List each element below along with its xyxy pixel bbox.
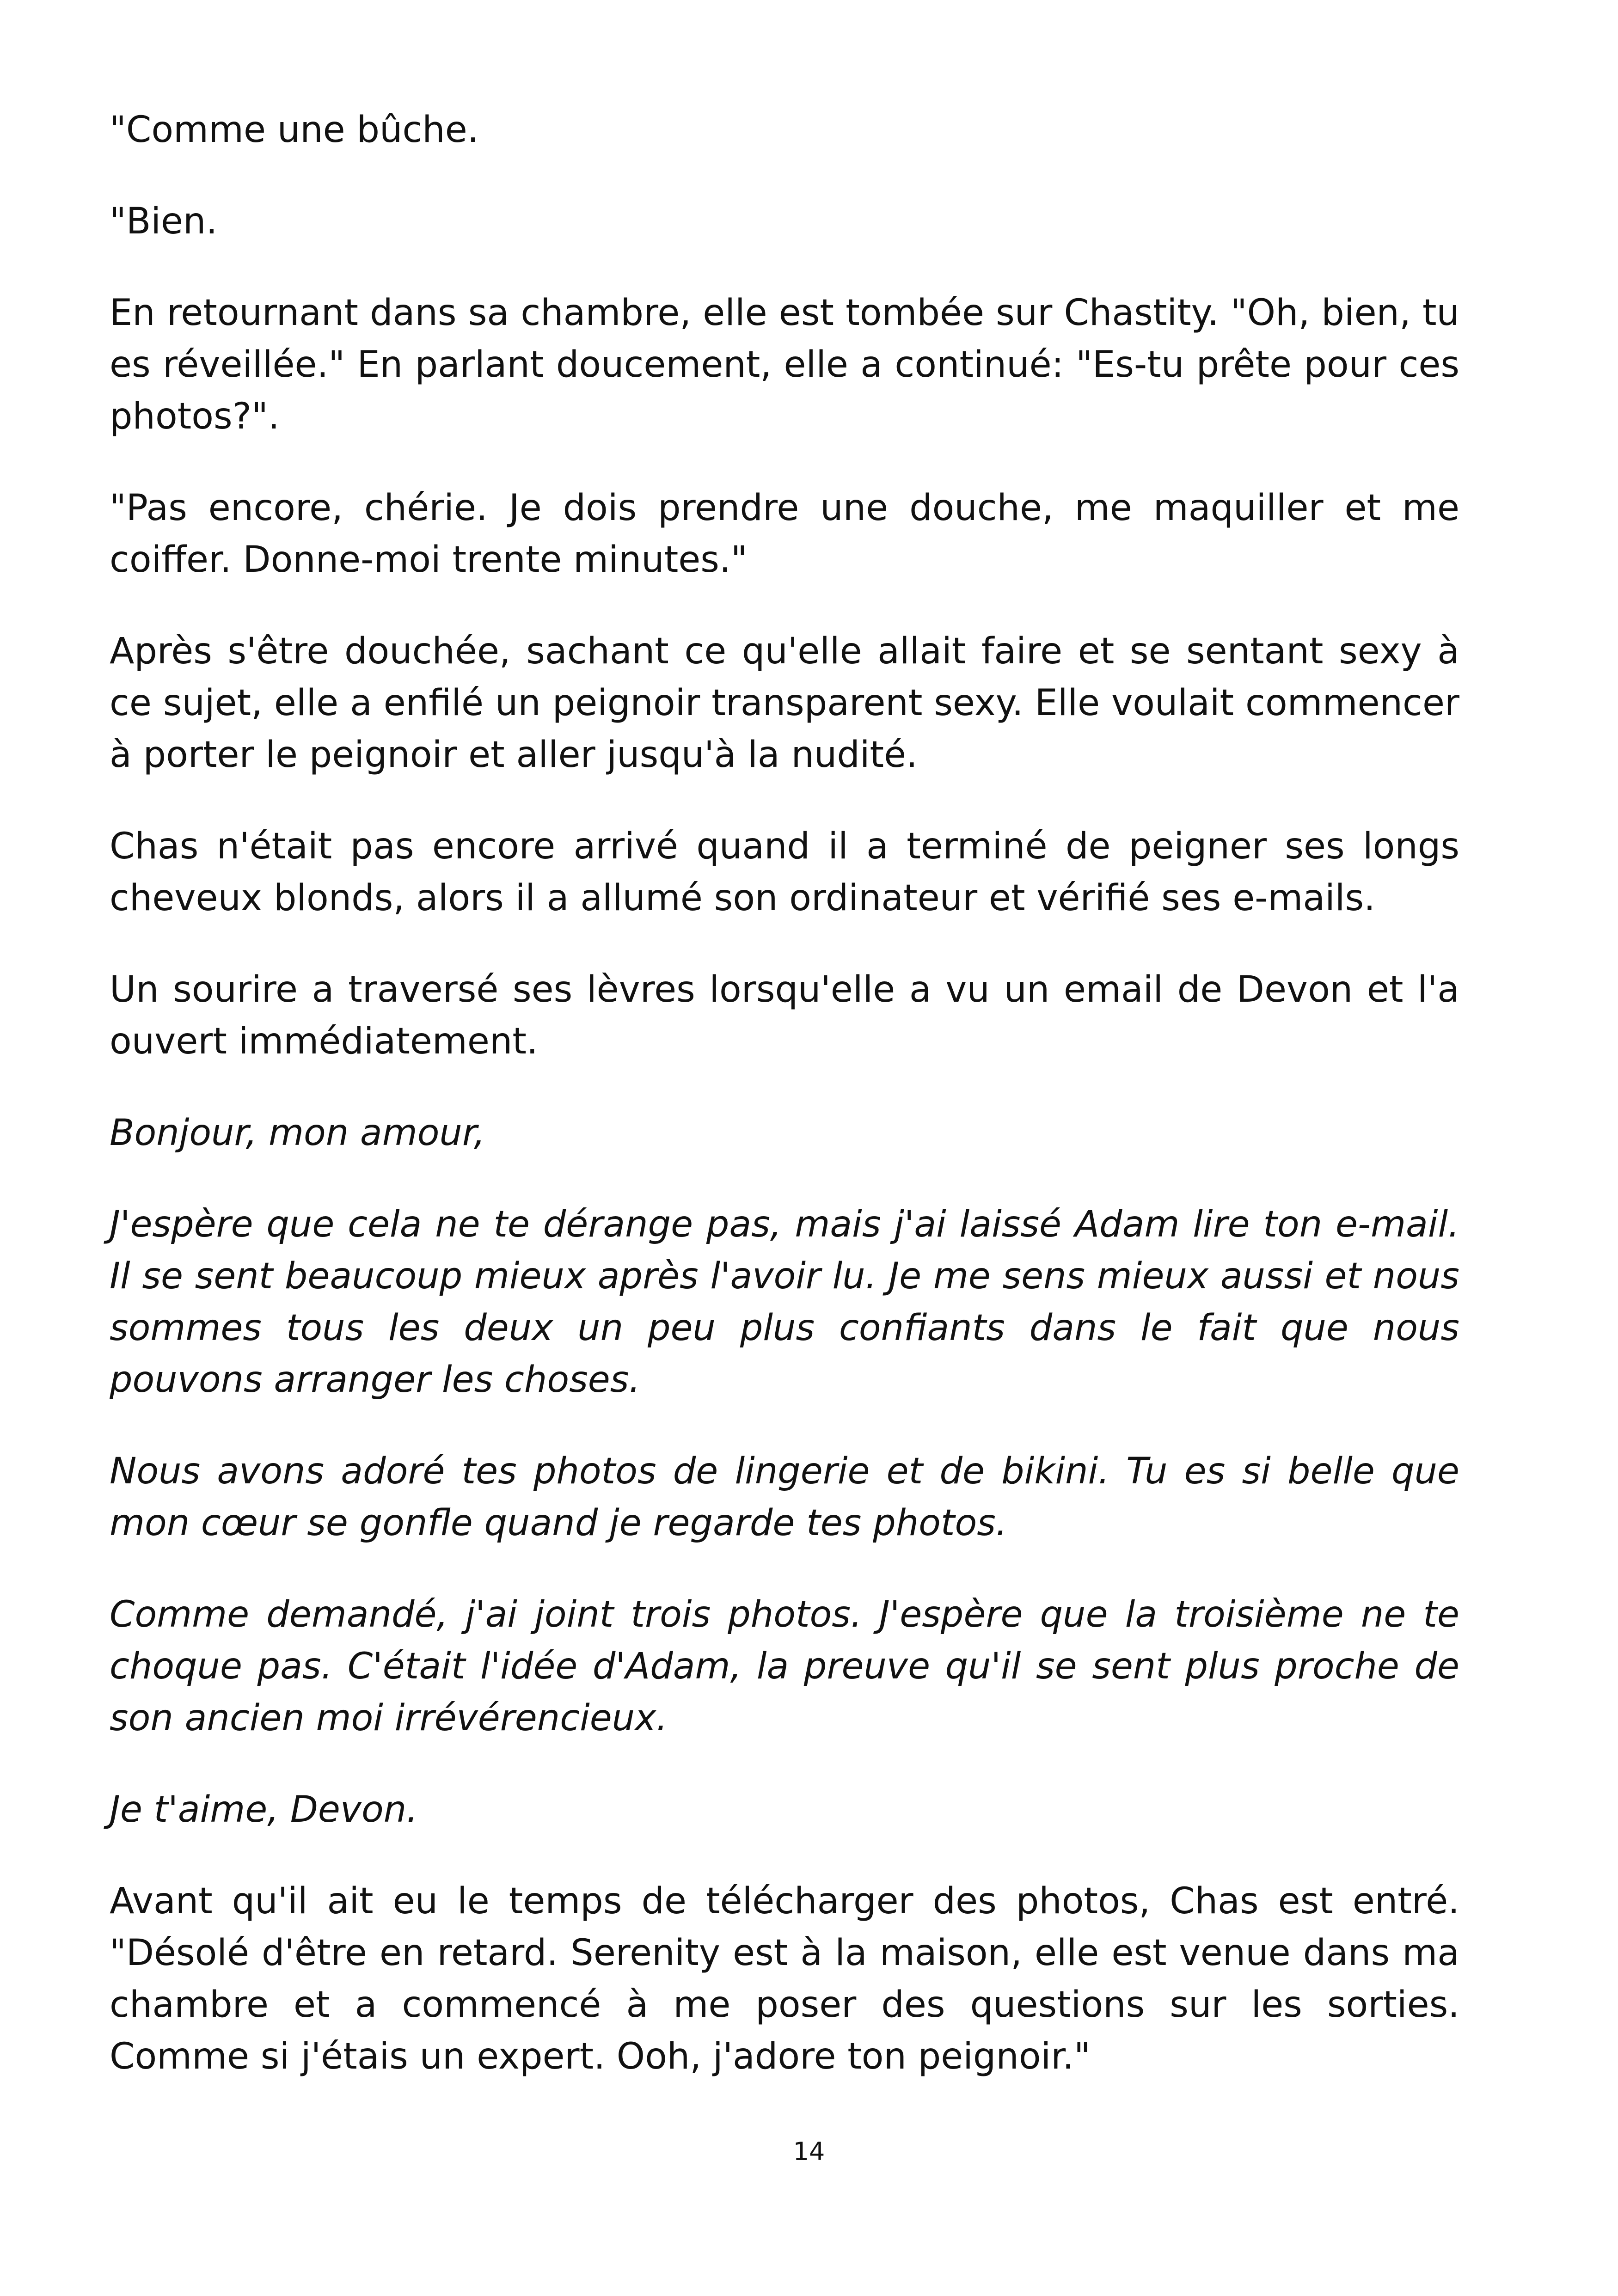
paragraph: "Bien. xyxy=(110,201,218,242)
paragraph: En retournant dans sa chambre, elle est tombée sur Chastity. "Oh, bien, tu es réveillée." En parlant doucement, elle a continué: "Es-tu prête pour ces photos?". xyxy=(110,292,1459,437)
page-number: 14 xyxy=(793,2137,825,2166)
paragraph: Avant qu'il ait eu le temps de télécharger des photos, Chas est entré. "Désolé d'être en retard. Serenity est à la maison, elle est venue dans ma chambre et a commencé à me poser des questions sur les sorties. Comme si j'étais un expert. Ooh, j'adore ton peignoir." xyxy=(110,1880,1459,2077)
paragraph: Un sourire a traversé ses lèvres lorsqu'elle a vu un email de Devon et l'a ouvert immédiatement. xyxy=(110,969,1459,1062)
email-paragraph: Nous avons adoré tes photos de lingerie et de bikini. Tu es si belle que mon cœur se gonfle quand je regarde tes photos. xyxy=(110,1451,1459,1544)
email-paragraph: Comme demandé, j'ai joint trois photos. J'espère que la troisième ne te choque pas. C'était l'idée d'Adam, la preuve qu'il se sent plus proche de son ancien moi irrévérencieux. xyxy=(110,1594,1459,1739)
paragraph: Chas n'était pas encore arrivé quand il a terminé de peigner ses longs cheveux blonds, alors il a allumé son ordinateur et vérifié ses e-mails. xyxy=(110,826,1459,919)
email-signature: Je t'aime, Devon. xyxy=(110,1789,418,1831)
email-greeting: Bonjour, mon amour, xyxy=(110,1112,485,1154)
paragraph: "Comme une bûche. xyxy=(110,109,479,151)
paragraph: Après s'être douchée, sachant ce qu'elle allait faire et se sentant sexy à ce sujet, elle a enfilé un peignoir transparent sexy. Elle voulait commencer à porter le peignoir et aller jusqu'à la nudité. xyxy=(110,631,1459,776)
paragraph: "Pas encore, chérie. Je dois prendre une douche, me maquiller et me coiffer. Donne-moi trente minutes." xyxy=(110,487,1459,581)
body-text xyxy=(110,104,1459,2122)
email-paragraph: J'espère que cela ne te dérange pas, mais j'ai laissé Adam lire ton e-mail. Il se sent beaucoup mieux après l'avoir lu. Je me sens mieux aussi et nous sommes tous les deux un peu plus confiants dans le fait que nous pouvons arranger les choses. xyxy=(110,1204,1459,1401)
